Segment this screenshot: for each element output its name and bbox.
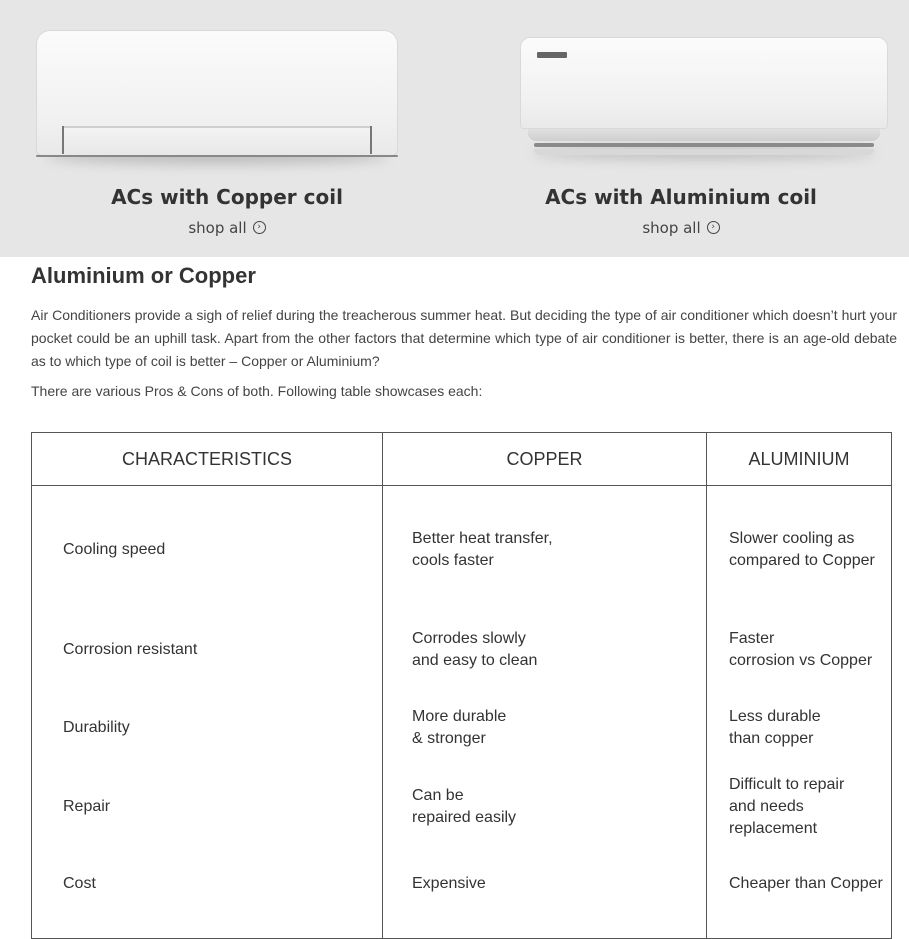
- table-header-row: [32, 433, 892, 486]
- copper-cell: [383, 486, 707, 611]
- cell-line: than copper: [729, 729, 814, 747]
- promo-title-copper[interactable]: ACs with Copper coil: [111, 185, 343, 209]
- comparison-table: [31, 432, 892, 939]
- cell-line: Corrodes slowly: [412, 630, 526, 647]
- cell-line: Cheaper than Copper: [729, 875, 883, 892]
- characteristic-cell: Cooling speed: [32, 486, 383, 611]
- characteristic-cell: Durability: [32, 690, 383, 765]
- chevron-right-circle-icon[interactable]: ›: [707, 221, 720, 234]
- header-aluminium: ALUMINIUM: [707, 433, 892, 486]
- header-copper: COPPER: [383, 433, 707, 486]
- cell-line: and needs replacement: [729, 797, 818, 837]
- cell-line: Faster: [729, 630, 775, 647]
- table-row: [32, 610, 892, 690]
- article-heading: Aluminium or Copper: [31, 263, 256, 288]
- aluminium-cell: [707, 610, 892, 690]
- copper-cell: [383, 765, 707, 848]
- table-row: [32, 765, 892, 848]
- shop-all-label[interactable]: shop all: [188, 219, 247, 237]
- cell-line: Less durable: [729, 707, 821, 725]
- cell-line: More durable: [412, 707, 507, 725]
- promo-banner: [0, 0, 909, 257]
- promo-aluminium-ac[interactable]: [454, 0, 908, 257]
- aluminium-cell: [707, 765, 892, 848]
- cell-line: Expensive: [412, 875, 486, 892]
- shop-all-link-aluminium[interactable]: [454, 219, 908, 237]
- cell-line: and easy to clean: [412, 652, 538, 669]
- lg-ac-image[interactable]: [36, 30, 398, 158]
- aluminium-cell: [707, 690, 892, 765]
- cell-line: Slower cooling as: [729, 530, 855, 547]
- chevron-right-circle-icon[interactable]: ›: [253, 221, 266, 234]
- cell-line: corrosion vs Copper: [729, 652, 873, 669]
- header-characteristics: CHARACTERISTICS: [32, 433, 383, 486]
- copper-cell: [383, 848, 707, 939]
- cell-line: Difficult to repair: [729, 775, 845, 793]
- table-intro: There are various Pros & Cons of both. Following table showcases each:: [31, 383, 483, 399]
- cell-line: & stronger: [412, 729, 486, 747]
- table-row: [32, 486, 892, 611]
- cell-line: cools faster: [412, 552, 494, 569]
- aluminium-cell: [707, 486, 892, 611]
- cell-line: Can be: [412, 786, 464, 804]
- table-row: [32, 848, 892, 939]
- characteristic-cell: Corrosion resistant: [32, 610, 383, 690]
- cell-line: Better heat transfer,: [412, 530, 553, 547]
- table-row: [32, 690, 892, 765]
- copper-cell: [383, 690, 707, 765]
- bluestar-ac-image[interactable]: [520, 37, 888, 157]
- brand-plate: [537, 52, 567, 58]
- cell-line: compared to Copper: [729, 552, 875, 569]
- characteristic-cell: Repair: [32, 765, 383, 848]
- aluminium-cell: [707, 848, 892, 939]
- promo-title-aluminium[interactable]: ACs with Aluminium coil: [545, 185, 817, 209]
- shop-all-label[interactable]: shop all: [642, 219, 701, 237]
- promo-copper-ac[interactable]: [0, 0, 454, 257]
- article-paragraph: Air Conditioners provide a sigh of relief during the treacherous summer heat. But deciding the type of air conditioner which doesn’t hurt your pocket could be an uphill task. Apart from the other factors that determine which type of air conditioner is better, there is an age-old debate as to which type of coil is better – Copper or Aluminium?: [31, 307, 897, 369]
- cell-line: repaired easily: [412, 808, 517, 826]
- characteristic-cell: Cost: [32, 848, 383, 939]
- copper-cell: [383, 610, 707, 690]
- shop-all-link-copper[interactable]: [0, 219, 454, 237]
